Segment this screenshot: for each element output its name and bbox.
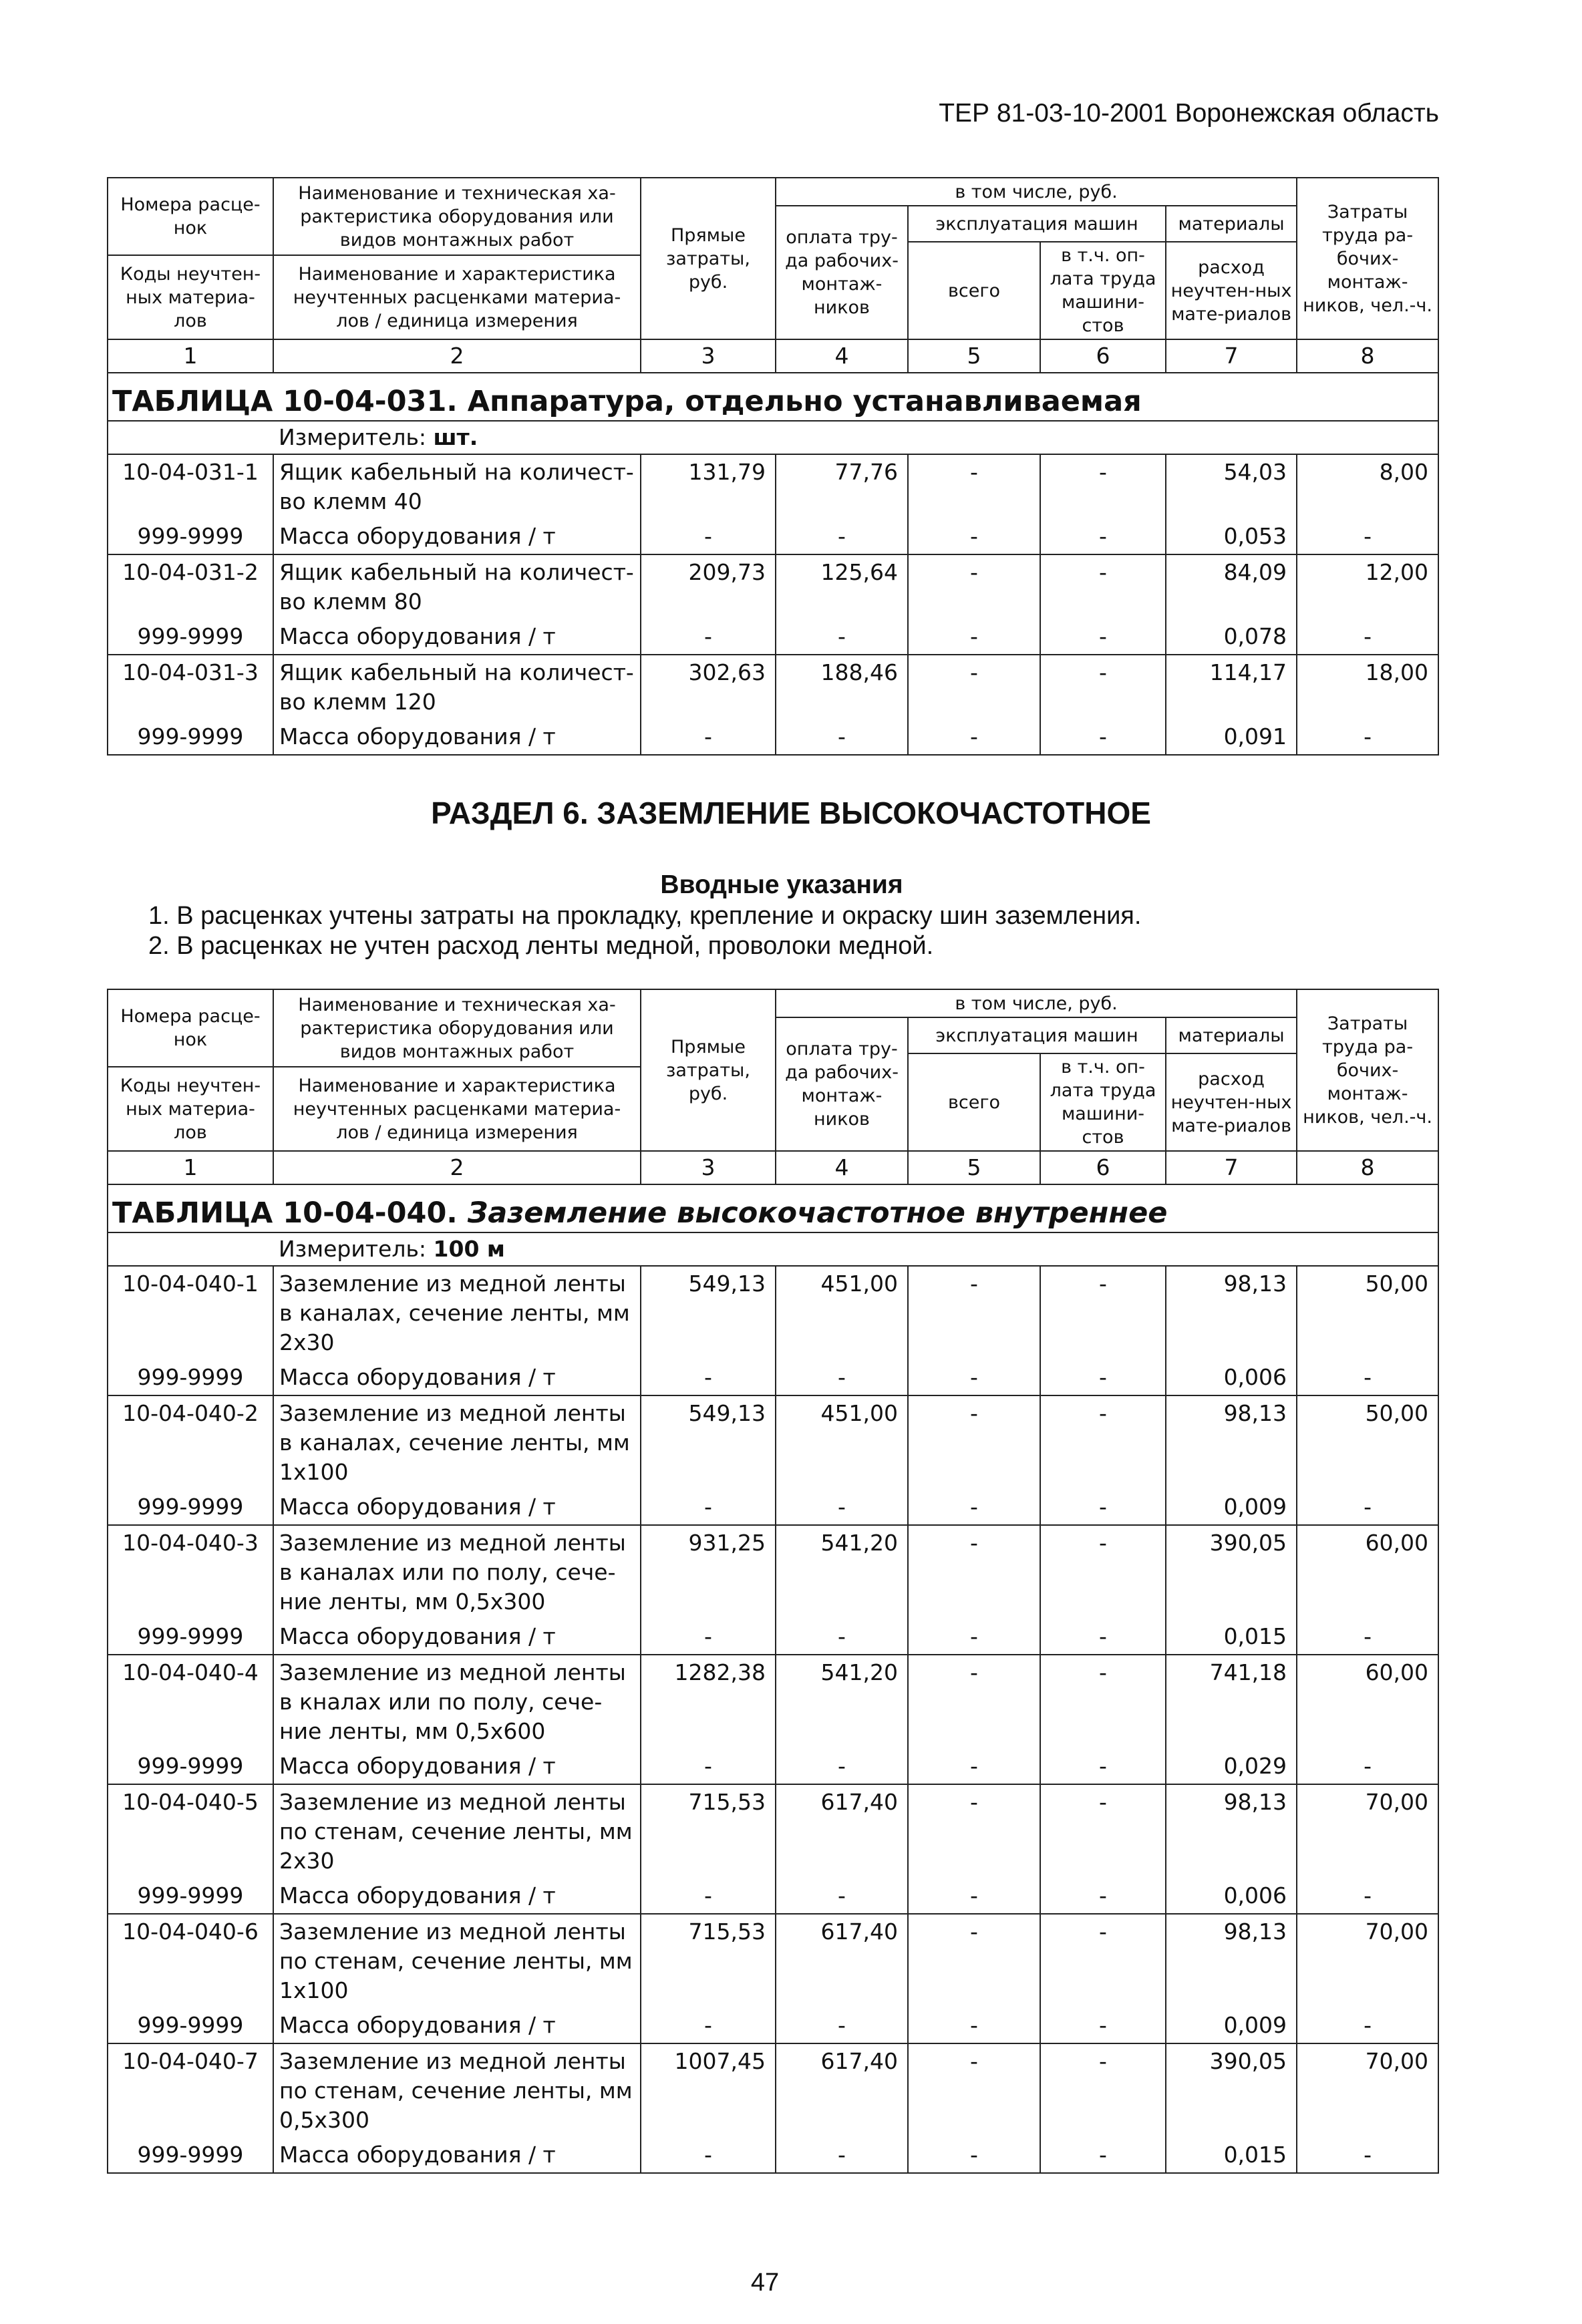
- direct-costs: 209,73: [641, 554, 776, 619]
- material-costs: 390,05: [1166, 1525, 1297, 1619]
- material-row: [108, 1749, 1438, 1784]
- table-code: ТАБЛИЦА 10-04-031.: [112, 385, 458, 418]
- col-number: 2: [273, 339, 641, 373]
- material-name: Масса оборудования / т: [273, 1360, 641, 1395]
- material-row: [108, 619, 1438, 655]
- machinist-pay: -: [1040, 1490, 1166, 1525]
- rate-code: 10-04-031-3: [108, 655, 273, 719]
- material-row: [108, 2138, 1438, 2173]
- material-code: 999-9999: [108, 1749, 273, 1784]
- col-number: 6: [1040, 339, 1166, 373]
- col-number: 8: [1297, 339, 1438, 373]
- labor-hours: 8,00: [1297, 454, 1438, 519]
- material-code: 999-9999: [108, 1619, 273, 1655]
- work-name: Заземление из медной ленты в каналах, сечение ленты, мм 1x100: [273, 1395, 641, 1490]
- material-costs: 98,13: [1166, 1266, 1297, 1360]
- labor-hours: 18,00: [1297, 655, 1438, 719]
- col-number: 4: [776, 339, 908, 373]
- head-machine-use: эксплуатация машин: [908, 206, 1166, 242]
- head-rate-numbers: Номера расце-нок: [108, 178, 273, 255]
- machinist-pay: -: [1040, 1784, 1166, 1878]
- measure-label: Измеритель:: [279, 1236, 427, 1262]
- material-code: 999-9999: [108, 619, 273, 655]
- direct-costs: -: [641, 619, 776, 655]
- rate-code: 10-04-040-2: [108, 1395, 273, 1490]
- direct-costs: 549,13: [641, 1395, 776, 1490]
- head-including: в том числе, руб.: [776, 989, 1297, 1017]
- machinist-pay: -: [1040, 1525, 1166, 1619]
- intro-note-1: 1. В расценках учтены затраты на прокладку, крепление и окраску шин заземления.: [148, 902, 1142, 930]
- labor-hours: 60,00: [1297, 1655, 1438, 1749]
- rate-row: [108, 554, 1438, 619]
- rate-code: 10-04-040-6: [108, 1914, 273, 2008]
- measure-unit: [108, 1232, 1438, 1266]
- col-number: 7: [1166, 1151, 1297, 1184]
- material-row: [108, 1360, 1438, 1395]
- rate-code: 10-04-040-5: [108, 1784, 273, 1878]
- head-machine-use: эксплуатация машин: [908, 1017, 1166, 1053]
- direct-costs: 715,53: [641, 1784, 776, 1878]
- labor-hours: -: [1297, 719, 1438, 755]
- machinist-pay: -: [1040, 1655, 1166, 1749]
- intro-note-2: 2. В расценках не учтен расход ленты медной, проволоки медной.: [148, 932, 934, 960]
- head-work-name: Наименование и техническая ха-рактеристика оборудования или видов монтажных работ: [273, 178, 641, 255]
- head-machinist-pay: в т.ч. оп-лата труда машини-стов: [1040, 242, 1166, 339]
- direct-costs: 1007,45: [641, 2043, 776, 2138]
- direct-costs: -: [641, 2008, 776, 2043]
- material-use: 0,091: [1166, 719, 1297, 755]
- worker-pay: -: [776, 1878, 908, 1914]
- material-use: 0,009: [1166, 1490, 1297, 1525]
- material-row: [108, 1878, 1438, 1914]
- worker-pay: 541,20: [776, 1655, 908, 1749]
- worker-pay: 541,20: [776, 1525, 908, 1619]
- material-row: [108, 719, 1438, 755]
- head-worker-pay: оплата тру-да рабочих-монтаж-ников: [776, 206, 908, 339]
- head-machine-total: всего: [908, 1053, 1040, 1151]
- work-name: Заземление из медной ленты по стенам, сечение ленты, мм 2x30: [273, 1784, 641, 1878]
- rates-table-031: [107, 177, 1439, 756]
- material-name: Масса оборудования / т: [273, 2008, 641, 2043]
- labor-hours: -: [1297, 1749, 1438, 1784]
- labor-hours: 50,00: [1297, 1395, 1438, 1490]
- measure-value: шт.: [433, 424, 478, 450]
- direct-costs: -: [641, 1878, 776, 1914]
- rate-row: [108, 655, 1438, 719]
- rate-row: [108, 2043, 1438, 2138]
- machinist-pay: -: [1040, 2043, 1166, 2138]
- col-number: 8: [1297, 1151, 1438, 1184]
- machine-total: -: [908, 554, 1040, 619]
- labor-hours: 12,00: [1297, 554, 1438, 619]
- machine-total: -: [908, 1525, 1040, 1619]
- work-name: Заземление из медной ленты в кналах или по полу, сече-ние ленты, мм 0,5x600: [273, 1655, 641, 1749]
- document-header: ТЕР 81-03-10-2001 Воронежская область: [939, 99, 1439, 128]
- head-material-codes: Коды неучтен-ных материа-лов: [108, 1067, 273, 1151]
- worker-pay: 125,64: [776, 554, 908, 619]
- col-number: 7: [1166, 339, 1297, 373]
- col-number: 2: [273, 1151, 641, 1184]
- worker-pay: -: [776, 719, 908, 755]
- head-worker-pay: оплата тру-да рабочих-монтаж-ников: [776, 1017, 908, 1151]
- labor-hours: 50,00: [1297, 1266, 1438, 1360]
- direct-costs: 715,53: [641, 1914, 776, 2008]
- machine-total: -: [908, 655, 1040, 719]
- head-including: в том числе, руб.: [776, 178, 1297, 206]
- page-number: 47: [750, 2269, 780, 2297]
- work-name: Ящик кабельный на количест-во клемм 120: [273, 655, 641, 719]
- rate-row: [108, 1914, 1438, 2008]
- machinist-pay: -: [1040, 1360, 1166, 1395]
- worker-pay: -: [776, 1749, 908, 1784]
- worker-pay: 188,46: [776, 655, 908, 719]
- machinist-pay: -: [1040, 619, 1166, 655]
- machinist-pay: -: [1040, 2138, 1166, 2173]
- labor-hours: -: [1297, 1490, 1438, 1525]
- material-name: Масса оборудования / т: [273, 1749, 641, 1784]
- rate-row: [108, 454, 1438, 519]
- machine-total: -: [908, 1914, 1040, 2008]
- worker-pay: 451,00: [776, 1266, 908, 1360]
- direct-costs: 131,79: [641, 454, 776, 519]
- machinist-pay: -: [1040, 1749, 1166, 1784]
- col-number: 4: [776, 1151, 908, 1184]
- head-materials: материалы: [1166, 206, 1297, 242]
- table-title: [108, 373, 1438, 421]
- direct-costs: 549,13: [641, 1266, 776, 1360]
- head-work-name: Наименование и техническая ха-рактеристика оборудования или видов монтажных работ: [273, 989, 641, 1067]
- material-name: Масса оборудования / т: [273, 1490, 641, 1525]
- material-costs: 390,05: [1166, 2043, 1297, 2138]
- worker-pay: 617,40: [776, 1784, 908, 1878]
- material-use: 0,053: [1166, 519, 1297, 554]
- direct-costs: -: [641, 519, 776, 554]
- material-code: 999-9999: [108, 1490, 273, 1525]
- head-labor-hours: Затраты труда ра-бочих-монтаж-ников, чел.-ч.: [1297, 989, 1438, 1151]
- machinist-pay: -: [1040, 719, 1166, 755]
- material-use: 0,006: [1166, 1360, 1297, 1395]
- rate-code: 10-04-031-1: [108, 454, 273, 519]
- head-direct-costs: Прямые затраты, руб.: [641, 989, 776, 1151]
- machinist-pay: -: [1040, 1266, 1166, 1360]
- work-name: Заземление из медной ленты по стенам, сечение ленты, мм 0,5x300: [273, 2043, 641, 2138]
- head-machine-total: всего: [908, 242, 1040, 339]
- measure-unit: [108, 421, 1438, 454]
- labor-hours: -: [1297, 619, 1438, 655]
- machine-total: -: [908, 1784, 1040, 1878]
- rate-code: 10-04-040-1: [108, 1266, 273, 1360]
- head-material-use: расход неучтен-ных мате-риалов: [1166, 1053, 1297, 1151]
- labor-hours: -: [1297, 519, 1438, 554]
- material-name: Масса оборудования / т: [273, 619, 641, 655]
- material-costs: 114,17: [1166, 655, 1297, 719]
- machinist-pay: -: [1040, 554, 1166, 619]
- machinist-pay: -: [1040, 454, 1166, 519]
- machinist-pay: -: [1040, 2008, 1166, 2043]
- machine-total: -: [908, 1749, 1040, 1784]
- worker-pay: 617,40: [776, 1914, 908, 2008]
- worker-pay: 617,40: [776, 2043, 908, 2138]
- material-row: [108, 1490, 1438, 1525]
- labor-hours: -: [1297, 1360, 1438, 1395]
- worker-pay: -: [776, 619, 908, 655]
- labor-hours: 60,00: [1297, 1525, 1438, 1619]
- material-use: 0,015: [1166, 2138, 1297, 2173]
- section-title: РАЗДЕЛ 6. ЗАЗЕМЛЕНИЕ ВЫСОКОЧАСТОТНОЕ: [431, 796, 1151, 830]
- table-name: Аппаратура, отдельно устанавливаемая: [467, 385, 1142, 418]
- direct-costs: -: [641, 1619, 776, 1655]
- col-number: 3: [641, 339, 776, 373]
- work-name: Заземление из медной ленты в каналах или по полу, сече-ние ленты, мм 0,5x300: [273, 1525, 641, 1619]
- material-code: 999-9999: [108, 719, 273, 755]
- direct-costs: -: [641, 719, 776, 755]
- head-direct-costs: Прямые затраты, руб.: [641, 178, 776, 339]
- machinist-pay: -: [1040, 1878, 1166, 1914]
- material-costs: 98,13: [1166, 1395, 1297, 1490]
- labor-hours: -: [1297, 2138, 1438, 2173]
- machine-total: -: [908, 1655, 1040, 1749]
- labor-hours: 70,00: [1297, 1784, 1438, 1878]
- direct-costs: 302,63: [641, 655, 776, 719]
- machinist-pay: -: [1040, 1914, 1166, 2008]
- material-costs: 84,09: [1166, 554, 1297, 619]
- rate-code: 10-04-040-4: [108, 1655, 273, 1749]
- table-title: [108, 1184, 1438, 1232]
- work-name: Заземление из медной ленты по стенам, сечение ленты, мм 1x100: [273, 1914, 641, 2008]
- col-number: 5: [908, 339, 1040, 373]
- labor-hours: 70,00: [1297, 1914, 1438, 2008]
- work-name: Ящик кабельный на количест-во клемм 40: [273, 454, 641, 519]
- machine-total: -: [908, 719, 1040, 755]
- material-name: Масса оборудования / т: [273, 719, 641, 755]
- material-use: 0,078: [1166, 619, 1297, 655]
- machine-total: -: [908, 2043, 1040, 2138]
- head-material-codes: Коды неучтен-ных материа-лов: [108, 255, 273, 339]
- rate-row: [108, 1525, 1438, 1619]
- worker-pay: -: [776, 1360, 908, 1395]
- head-labor-hours: Затраты труда ра-бочих-монтаж-ников, чел.-ч.: [1297, 178, 1438, 339]
- worker-pay: -: [776, 1619, 908, 1655]
- rate-row: [108, 1266, 1438, 1360]
- material-code: 999-9999: [108, 519, 273, 554]
- machine-total: -: [908, 454, 1040, 519]
- material-costs: 98,13: [1166, 1914, 1297, 2008]
- material-code: 999-9999: [108, 1360, 273, 1395]
- material-use: 0,006: [1166, 1878, 1297, 1914]
- direct-costs: -: [641, 1490, 776, 1525]
- measure-value: 100 м: [433, 1236, 505, 1262]
- head-rate-numbers: Номера расце-нок: [108, 989, 273, 1067]
- machinist-pay: -: [1040, 655, 1166, 719]
- material-name: Масса оборудования / т: [273, 2138, 641, 2173]
- table-name: Заземление высокочастотное внутреннее: [467, 1196, 1168, 1230]
- rate-row: [108, 1784, 1438, 1878]
- worker-pay: 77,76: [776, 454, 908, 519]
- material-row: [108, 1619, 1438, 1655]
- machine-total: -: [908, 1490, 1040, 1525]
- material-use: 0,009: [1166, 2008, 1297, 2043]
- material-code: 999-9999: [108, 2008, 273, 2043]
- machine-total: -: [908, 519, 1040, 554]
- worker-pay: -: [776, 519, 908, 554]
- col-number: 1: [108, 1151, 273, 1184]
- rate-row: [108, 1655, 1438, 1749]
- labor-hours: -: [1297, 2008, 1438, 2043]
- direct-costs: 1282,38: [641, 1655, 776, 1749]
- machine-total: -: [908, 619, 1040, 655]
- work-name: Ящик кабельный на количест-во клемм 80: [273, 554, 641, 619]
- material-costs: 741,18: [1166, 1655, 1297, 1749]
- machine-total: -: [908, 1619, 1040, 1655]
- material-code: 999-9999: [108, 1878, 273, 1914]
- labor-hours: -: [1297, 1619, 1438, 1655]
- head-material-name: Наименование и характеристика неучтенных расценками материа-лов / единица измерения: [273, 1067, 641, 1151]
- direct-costs: -: [641, 2138, 776, 2173]
- machine-total: -: [908, 1878, 1040, 1914]
- material-row: [108, 2008, 1438, 2043]
- labor-hours: -: [1297, 1878, 1438, 1914]
- material-name: Масса оборудования / т: [273, 1878, 641, 1914]
- machine-total: -: [908, 1266, 1040, 1360]
- machinist-pay: -: [1040, 1619, 1166, 1655]
- rate-code: 10-04-031-2: [108, 554, 273, 619]
- table-code: ТАБЛИЦА 10-04-040.: [112, 1196, 458, 1230]
- machinist-pay: -: [1040, 519, 1166, 554]
- worker-pay: -: [776, 2138, 908, 2173]
- material-row: [108, 519, 1438, 554]
- material-name: Масса оборудования / т: [273, 1619, 641, 1655]
- machine-total: -: [908, 1395, 1040, 1490]
- material-use: 0,029: [1166, 1749, 1297, 1784]
- col-number: 1: [108, 339, 273, 373]
- col-number: 5: [908, 1151, 1040, 1184]
- machine-total: -: [908, 2138, 1040, 2173]
- material-code: 999-9999: [108, 2138, 273, 2173]
- rate-code: 10-04-040-7: [108, 2043, 273, 2138]
- machine-total: -: [908, 2008, 1040, 2043]
- work-name: Заземление из медной ленты в каналах, сечение ленты, мм 2x30: [273, 1266, 641, 1360]
- material-costs: 98,13: [1166, 1784, 1297, 1878]
- worker-pay: -: [776, 1490, 908, 1525]
- intro-title: Вводные указания: [660, 870, 903, 899]
- worker-pay: -: [776, 2008, 908, 2043]
- material-costs: 54,03: [1166, 454, 1297, 519]
- direct-costs: -: [641, 1749, 776, 1784]
- worker-pay: 451,00: [776, 1395, 908, 1490]
- machinist-pay: -: [1040, 1395, 1166, 1490]
- direct-costs: 931,25: [641, 1525, 776, 1619]
- measure-label: Измеритель:: [279, 424, 427, 450]
- head-material-name: Наименование и характеристика неучтенных расценками материа-лов / единица измерения: [273, 255, 641, 339]
- col-number: 6: [1040, 1151, 1166, 1184]
- material-use: 0,015: [1166, 1619, 1297, 1655]
- col-number: 3: [641, 1151, 776, 1184]
- head-material-use: расход неучтен-ных мате-риалов: [1166, 242, 1297, 339]
- labor-hours: 70,00: [1297, 2043, 1438, 2138]
- head-machinist-pay: в т.ч. оп-лата труда машини-стов: [1040, 1053, 1166, 1151]
- head-materials: материалы: [1166, 1017, 1297, 1053]
- machine-total: -: [908, 1360, 1040, 1395]
- rates-table-040: [107, 989, 1439, 2174]
- direct-costs: -: [641, 1360, 776, 1395]
- material-name: Масса оборудования / т: [273, 519, 641, 554]
- rate-row: [108, 1395, 1438, 1490]
- rate-code: 10-04-040-3: [108, 1525, 273, 1619]
